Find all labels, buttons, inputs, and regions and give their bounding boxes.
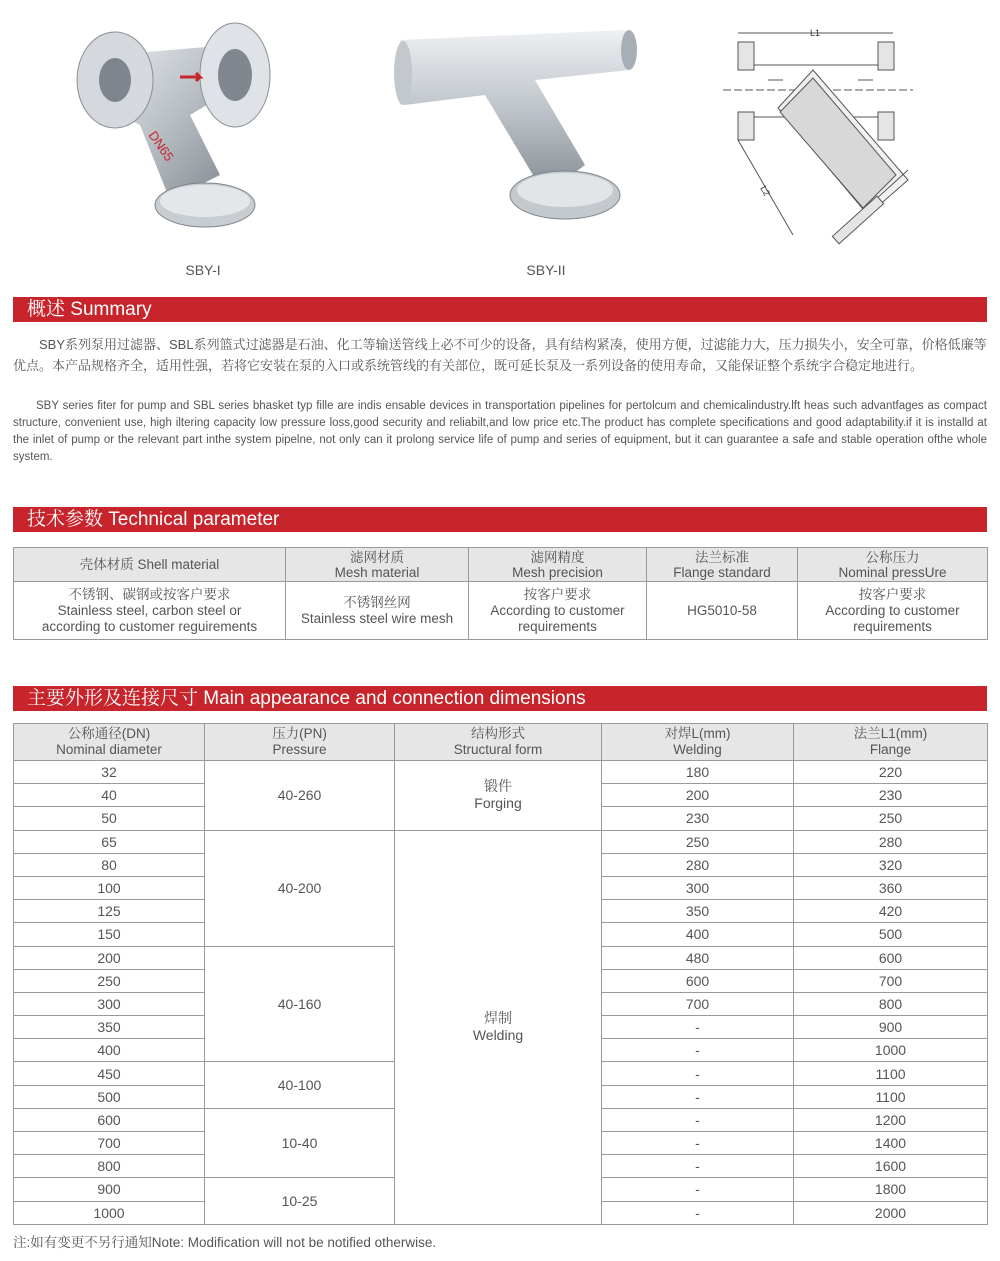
cell-flange-length: 2000: [794, 1201, 988, 1224]
table-row: [14, 830, 988, 853]
cell-nominal-diameter: 450: [14, 1062, 205, 1085]
cell-welding-length: -: [602, 1132, 794, 1155]
cell-welding-length: 230: [602, 807, 794, 830]
cell-pressure: 40-260: [205, 761, 395, 831]
cell-nominal-diameter: 32: [14, 761, 205, 784]
footnote: 注:如有变更不另行通知Note: Modification will not be notified otherwise.: [13, 1235, 437, 1250]
strainer-technical-drawing: [718, 20, 918, 260]
cell-nominal-diameter: 80: [14, 853, 205, 876]
cell-flange-length: 360: [794, 876, 988, 899]
cell-pressure: 10-25: [205, 1178, 395, 1224]
summary-chinese-text: SBY系列泵用过滤器、SBL系列篮式过滤器是石油、化工等输送管线上必不可少的设备，具有结构紧凑，使用方便，过滤能力大，压力损失小，安全可靠，价格低廉等优点。本产品规格齐全，适用性强，若将它安装在泵的入口或系统管线的有关部位，既可延长泵及一系列设备的使用寿命，又能保证整个系统字合稳定地进行。: [13, 337, 987, 373]
cell-nominal-diameter: 900: [14, 1178, 205, 1201]
cell-flange-length: 700: [794, 969, 988, 992]
product-caption-sby-ii: SBY-II: [526, 262, 566, 278]
cell-nominal-diameter: 150: [14, 923, 205, 946]
label-l1: L1: [810, 28, 821, 38]
header-shell-material: 壳体材质 Shell material: [14, 548, 286, 582]
cell-flange-length: 1200: [794, 1108, 988, 1131]
cell-nominal-diameter: 65: [14, 830, 205, 853]
cell-welding-length: -: [602, 1039, 794, 1062]
cell-nominal-diameter: 350: [14, 1016, 205, 1039]
value-mesh-precision: 按客户要求 According to customer requirements: [469, 582, 647, 640]
cell-welding-length: -: [602, 1016, 794, 1039]
cell-nominal-diameter: 700: [14, 1132, 205, 1155]
cell-welding-length: 250: [602, 830, 794, 853]
header-mesh-material: 滤网材质 Mesh material: [286, 548, 469, 582]
cell-pressure: 40-100: [205, 1062, 395, 1108]
header-welding-length: 对焊L(mm) Welding: [602, 724, 794, 761]
cell-flange-length: 250: [794, 807, 988, 830]
cell-welding-length: 200: [602, 784, 794, 807]
cell-welding-length: -: [602, 1062, 794, 1085]
cell-structural-form: 焊制 Welding: [395, 830, 602, 1224]
cell-nominal-diameter: 600: [14, 1108, 205, 1131]
header-flange-standard: 法兰标准 Flange standard: [647, 548, 798, 582]
value-shell-material: 不锈钢、碳钢或按客户要求 Stainless steel, carbon steel or according to customer reguirements: [14, 582, 286, 640]
cell-flange-length: 600: [794, 946, 988, 969]
table-row: [14, 761, 988, 784]
cell-pressure: 40-160: [205, 946, 395, 1062]
cell-nominal-diameter: 250: [14, 969, 205, 992]
header-flange-length: 法兰L1(mm) Flange: [794, 724, 988, 761]
cell-welding-length: -: [602, 1108, 794, 1131]
cell-nominal-diameter: 200: [14, 946, 205, 969]
cell-nominal-diameter: 800: [14, 1155, 205, 1178]
cell-structural-form: 锻件 Forging: [395, 761, 602, 831]
cell-flange-length: 1400: [794, 1132, 988, 1155]
cell-welding-length: -: [602, 1085, 794, 1108]
header-nominal-diameter: 公称通径(DN) Nominal diameter: [14, 724, 205, 761]
cell-flange-length: 1100: [794, 1085, 988, 1108]
summary-heading: 概述 Summary: [13, 297, 987, 322]
cell-welding-length: 280: [602, 853, 794, 876]
svg-text:DN65: DN65: [145, 128, 177, 164]
value-nominal-pressure: 按客户要求 According to customer requirements: [798, 582, 988, 640]
dimensions-heading: 主要外形及连接尺寸 Main appearance and connection dimensions: [13, 686, 987, 711]
cell-nominal-diameter: 125: [14, 900, 205, 923]
cell-welding-length: -: [602, 1201, 794, 1224]
cell-welding-length: 700: [602, 992, 794, 1015]
header-pressure: 压力(PN) Pressure: [205, 724, 395, 761]
header-mesh-precision: 滤网精度 Mesh precision: [469, 548, 647, 582]
cell-flange-length: 320: [794, 853, 988, 876]
technical-parameter-table: [13, 547, 988, 640]
cell-nominal-diameter: 100: [14, 876, 205, 899]
sby-ii-product-image: [385, 25, 645, 250]
label-l2: L2: [758, 184, 772, 198]
value-flange-standard: HG5010-58: [647, 582, 798, 640]
cell-flange-length: 220: [794, 761, 988, 784]
table-header-row: [14, 548, 988, 582]
cell-welding-length: 180: [602, 761, 794, 784]
cell-nominal-diameter: 500: [14, 1085, 205, 1108]
header-structural-form: 结构形式 Structural form: [395, 724, 602, 761]
cell-nominal-diameter: 400: [14, 1039, 205, 1062]
cell-welding-length: 480: [602, 946, 794, 969]
cell-pressure: 40-200: [205, 830, 395, 946]
table-row: [14, 582, 988, 640]
product-caption-sby-i: SBY-I: [185, 262, 221, 278]
cell-welding-length: 300: [602, 876, 794, 899]
cell-flange-length: 1100: [794, 1062, 988, 1085]
cell-flange-length: 1600: [794, 1155, 988, 1178]
cell-flange-length: 800: [794, 992, 988, 1015]
cell-flange-length: 280: [794, 830, 988, 853]
cell-nominal-diameter: 50: [14, 807, 205, 830]
value-mesh-material: 不锈钢丝网 Stainless steel wire mesh: [286, 582, 469, 640]
cell-flange-length: 420: [794, 900, 988, 923]
cell-flange-length: 900: [794, 1016, 988, 1039]
sby-i-product-image: [70, 5, 290, 250]
cell-welding-length: 600: [602, 969, 794, 992]
cell-welding-length: 350: [602, 900, 794, 923]
cell-flange-length: 1000: [794, 1039, 988, 1062]
header-nominal-pressure: 公称压力 Nominal pressUre: [798, 548, 988, 582]
cell-welding-length: -: [602, 1155, 794, 1178]
cell-nominal-diameter: 40: [14, 784, 205, 807]
cell-flange-length: 230: [794, 784, 988, 807]
cell-welding-length: -: [602, 1178, 794, 1201]
table-header-row: [14, 724, 988, 761]
cell-flange-length: 500: [794, 923, 988, 946]
cell-flange-length: 1800: [794, 1178, 988, 1201]
cell-nominal-diameter: 300: [14, 992, 205, 1015]
technical-parameter-heading: 技术参数 Technical parameter: [13, 507, 987, 532]
summary-english-text: SBY series fiter for pump and SBL series bhasket typ fille are indis ensable devices in transportation pipelines for pertolcum and chemicalindustry.lft heas such advantfages as compact structure, convenient use, high iltering capacity low pressure loss,good security and reliabilt,and low price etc.The product has complete specifications and good adaptability.if it is installd at the inlet of pump or the relevant part inthe system pipelne, not only can it prolong service life of pump and series of equipment, but it can guarantee a safe and stable operation ofthe whole system.: [13, 400, 987, 463]
cell-pressure: 10-40: [205, 1108, 395, 1178]
dimensions-table: [13, 723, 988, 1225]
cell-welding-length: 400: [602, 923, 794, 946]
cell-nominal-diameter: 1000: [14, 1201, 205, 1224]
